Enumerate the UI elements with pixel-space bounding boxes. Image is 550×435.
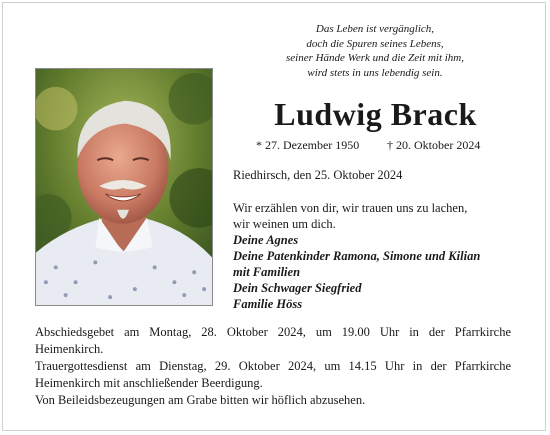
life-dates <box>256 138 516 153</box>
poem-line: Das Leben ist vergänglich, <box>315 23 435 35</box>
death-date: † 20. Oktober 2024 <box>387 138 481 152</box>
message-line: Wir erzählen von dir, wir trauen uns zu lachen, <box>233 201 468 215</box>
portrait-image <box>36 69 212 305</box>
mourner-line: Dein Schwager Siegfried <box>233 281 362 295</box>
service-details <box>35 324 511 409</box>
mourner-line: Deine Patenkinder Ramona, Simone und Kilian <box>233 249 481 263</box>
poem-line: seiner Hände Werk und die Zeit mit ihm, <box>285 52 464 64</box>
birth-date: * 27. Dezember 1950 <box>256 138 360 152</box>
notice-body <box>233 200 533 312</box>
service-line: Abschiedsgebet am Montag, 28. Oktober 2024, um 19.00 Uhr in der Pfarrkirche <box>35 325 511 339</box>
mourner-line: mit Familien <box>233 265 301 279</box>
poem-line: doch die Spuren seines Lebens, <box>306 37 444 50</box>
service-line: Heimenkirch mit anschließender Beerdigung. <box>35 376 263 390</box>
service-line: Heimenkirch. <box>35 342 104 356</box>
poem <box>250 22 500 80</box>
poem-line: wird stets in uns lebendig sein. <box>307 66 443 79</box>
mourner-line: Deine Agnes <box>233 233 299 247</box>
message-line: wir weinen um dich. <box>233 217 336 231</box>
service-line: Trauergottesdienst am Dienstag, 29. Oktober 2024, um 14.15 Uhr in der Pfarrkirche <box>35 359 511 373</box>
place-and-date: Riedhirsch, den 25. Oktober 2024 <box>233 168 403 182</box>
service-line: Von Beileidsbezeugungen am Grabe bitten wir höflich abzusehen. <box>35 393 366 407</box>
deceased-name: Ludwig Brack <box>274 96 477 132</box>
portrait-photo <box>35 68 213 306</box>
mourner-line: Familie Höss <box>233 297 303 311</box>
